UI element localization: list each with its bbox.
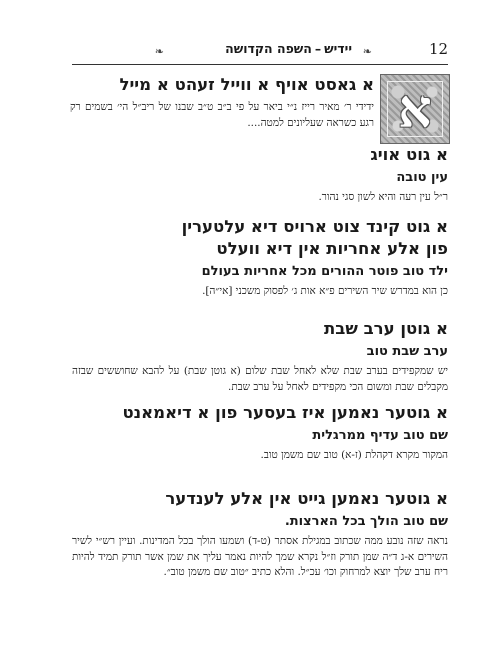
entry-yiddish-phrase: א גאסט אויף א ווייל זעהט א מייל (119, 75, 374, 94)
drop-cap-letter: א (398, 78, 432, 140)
running-title-yiddish: יידיש (324, 41, 352, 56)
entry-description: נראה שזה נובע ממה שכתוב במגילת אסתר (ט-ד) ושמעו הולך בכל המדינות. ועיין רש״י לשיר השירים א-ג ד״ה שמן תורק וז״ל נקרא שמך להיות נאמר עליך את שמן אשר תורק תמיד להיות ריח ערב שלך יוצא למרחוק וכו׳ עכ״ל. והלא כתיב ״טוב שם משמן טוב״. (72, 535, 448, 578)
entry-hebrew-translation: שם טוב הולך בכל הארצות. (284, 514, 448, 529)
entry (72, 144, 448, 206)
entry-yiddish-phrase-line1: א גוט קינד צוט ארויס דיא עלטערין (181, 217, 448, 236)
entry-yiddish-phrase: א גוטן ערב שבת (324, 319, 448, 338)
ornament-left-icon: ❧ (154, 45, 164, 58)
entry-description: יש שמקפידים בערב שבת שלא לאחל שבת שלום (א גוטן שבת) על להבא שחוששים שבזה מקבלים שבת ומשום הכי מקפידים לאחל על ערב שבת. (72, 365, 448, 393)
entry (70, 74, 374, 131)
running-title-separator: – (314, 41, 322, 56)
running-title (225, 41, 352, 56)
running-title-hebrew: השפה הקדושה (225, 41, 312, 56)
entry (72, 488, 448, 581)
entry-description: כן הוא במדרש שיר השירים פ״א אות ג׳ לפסוק משכני [אי״ה]. (202, 285, 448, 297)
page-number: 12 (429, 40, 449, 58)
entry-hebrew-translation: ילד טוב פוטר ההורים מכל אחריות בעולם (201, 264, 448, 279)
entry-yiddish-phrase-line2: פון אלע אחריות אין דיא וועלט (216, 239, 448, 258)
entry (72, 402, 448, 464)
entry-yiddish-phrase: א גוט אויג (370, 145, 448, 164)
entry-description: ר״ל עין רעה והיא לשון סגי נהור. (318, 191, 448, 203)
entry-hebrew-translation: עין טובה (396, 170, 448, 185)
entry-hebrew-translation: ערב שבת טוב (366, 344, 448, 359)
header-rule (72, 64, 448, 65)
entry-yiddish-phrase: א גוטער נאמען איז בעסער פון א דיאמאנט (122, 403, 448, 422)
entry-yiddish-phrase: א גוטער נאמען גייט אין אלע לענדער (165, 489, 448, 508)
entry-hebrew-translation: שם טוב עדיף ממרגלית (312, 428, 448, 443)
drop-cap-ornament (380, 74, 450, 144)
running-header (72, 40, 448, 62)
ornament-right-icon: ❧ (362, 45, 372, 58)
entry (72, 318, 448, 395)
entry-description: ידידי ר׳ מאיר רייז נ״י ביאר על פי ב״ב ט״ב שבנו של ריב״ל הי׳ בשמים רק רגע כשראה שעליונים למטה.... (70, 101, 374, 129)
entry (72, 216, 448, 300)
entry-description: המקור מקרא דקהלת (ז-א) טוב שם משמן טוב. (260, 449, 448, 461)
